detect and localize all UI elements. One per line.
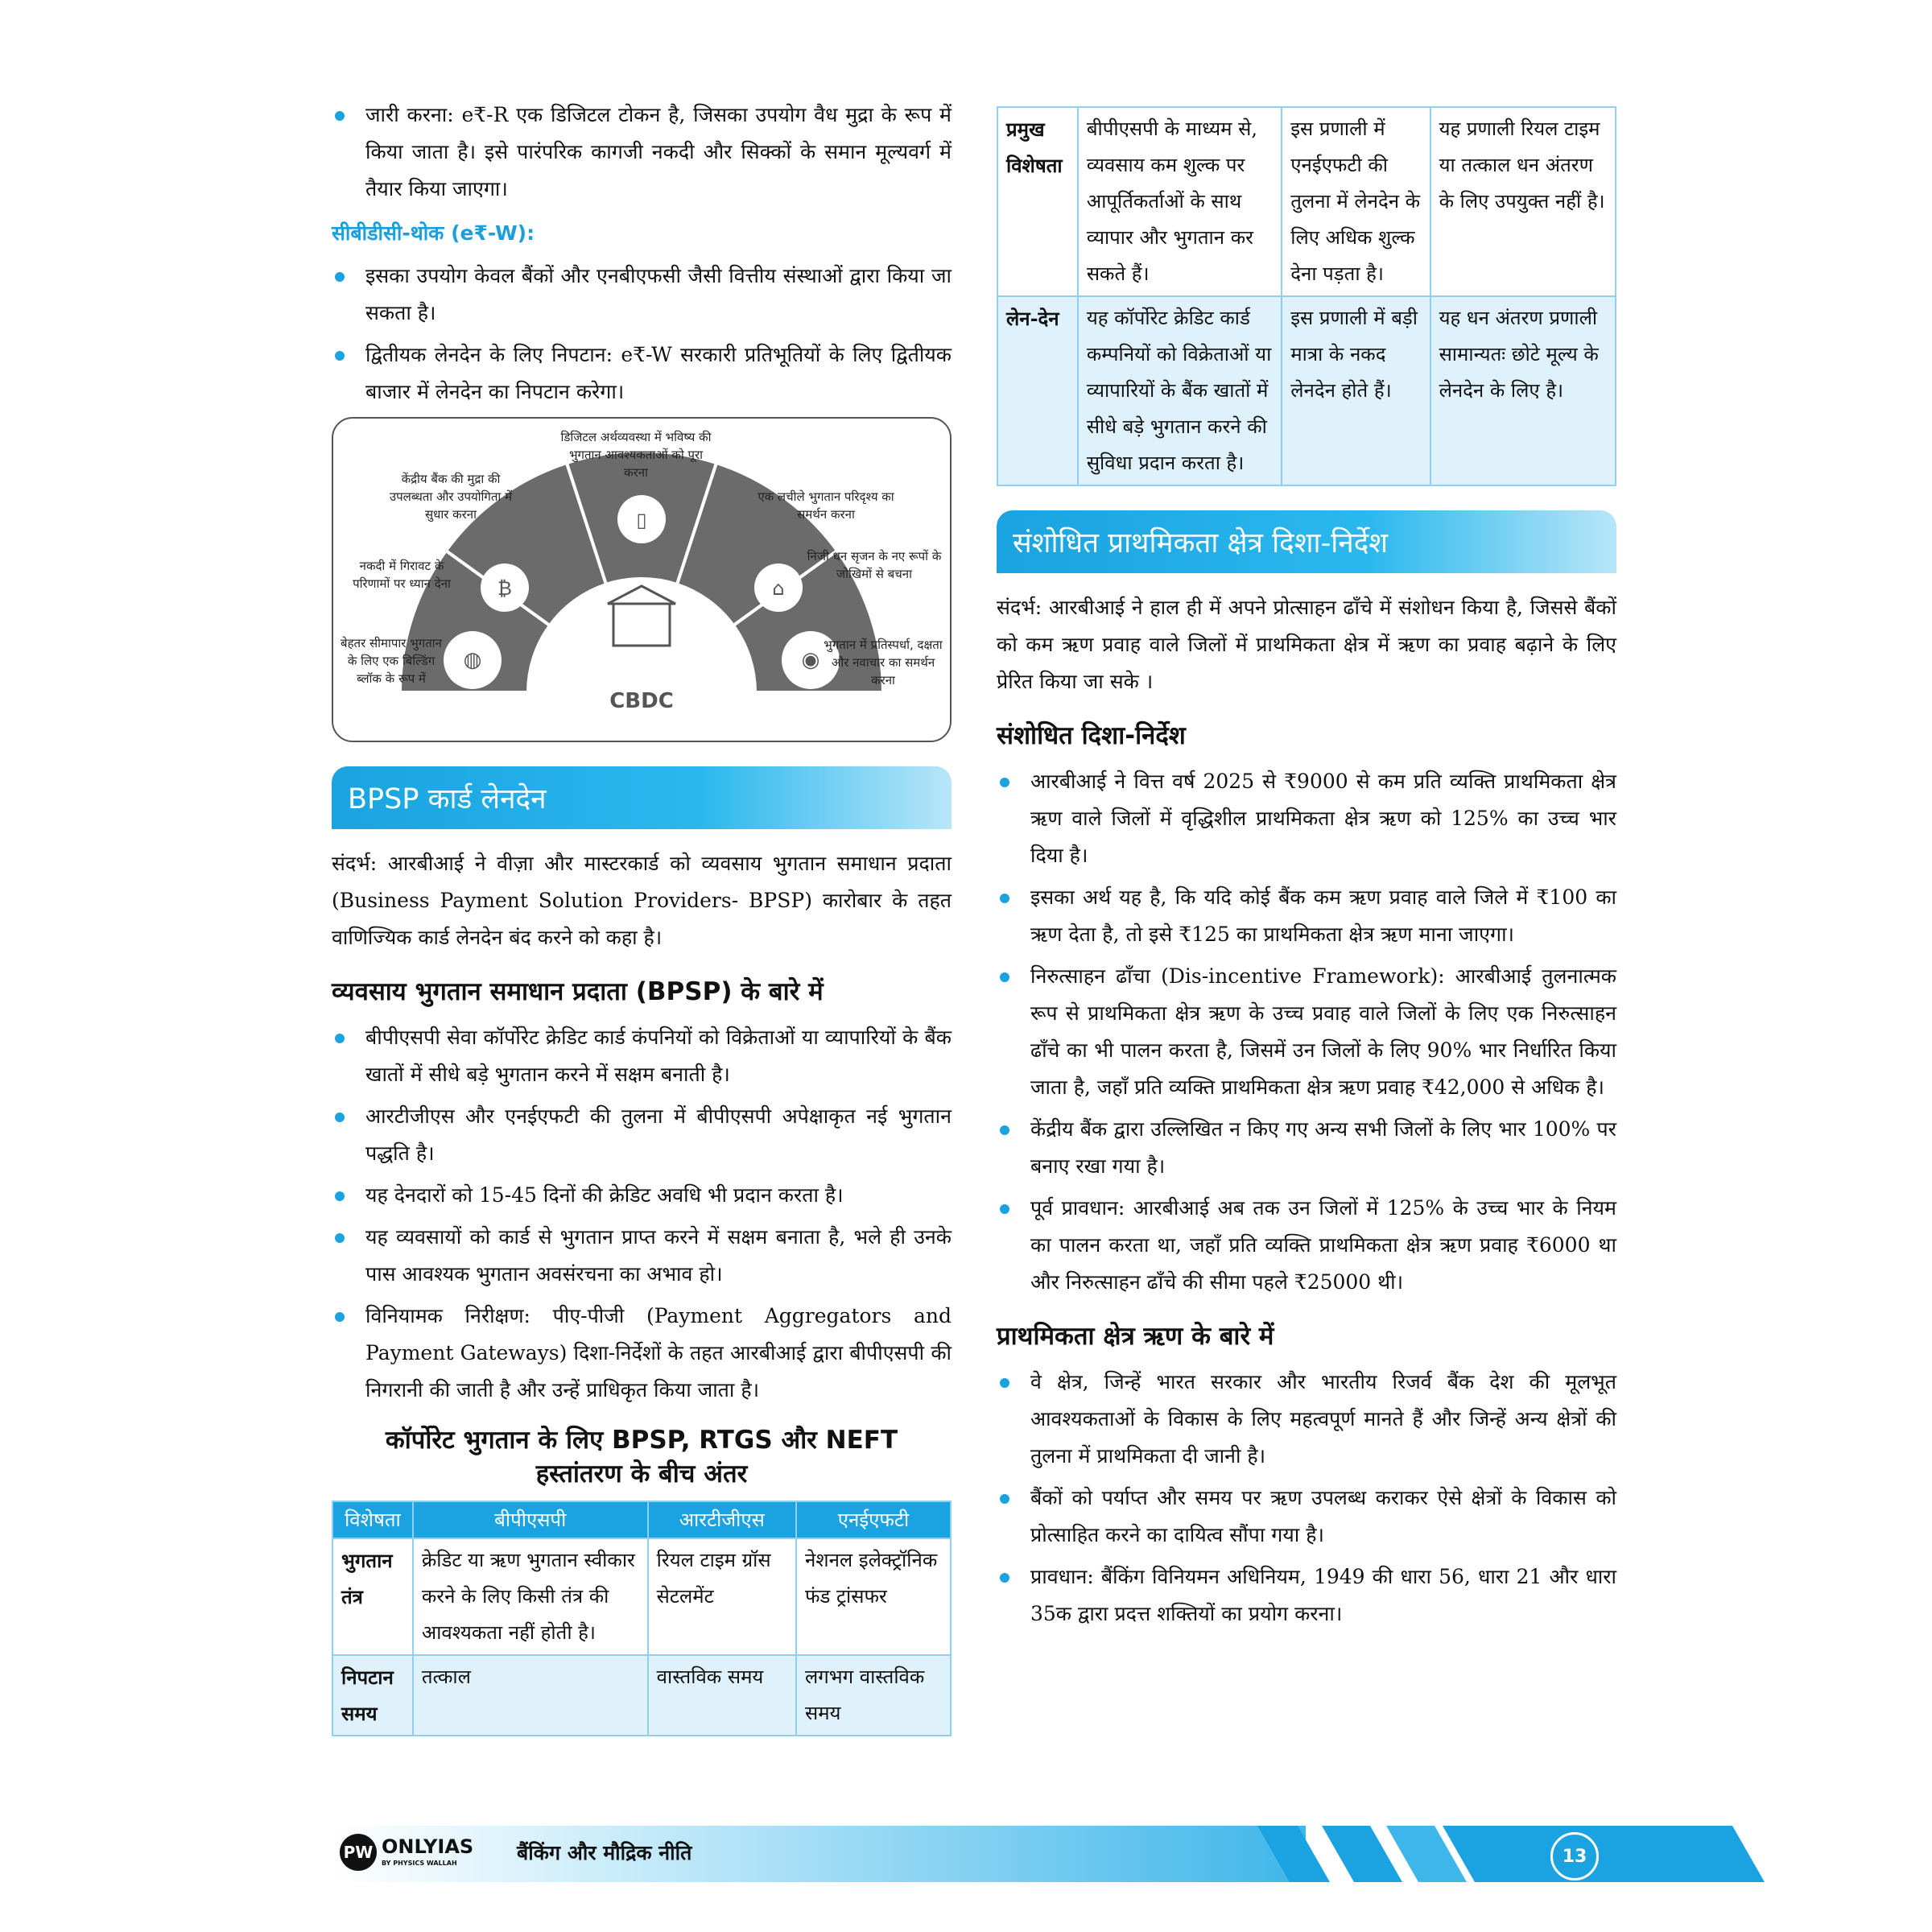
revised-bullet: आरबीआई ने वित्त वर्ष 2025 से ₹9000 से कम प्रति व्यक्ति प्राथमिकता क्षेत्र ऋण वाले जिलों में वृद्धिशील प्राथमिकता क्षेत्र ऋण को 125% का उच्च भार दिया है। bbox=[997, 763, 1616, 874]
table-row bbox=[997, 296, 1616, 485]
table-cell: नेशनल इलेक्ट्रॉनिक फंड ट्रांसफर bbox=[796, 1538, 951, 1655]
table-cell: यह कॉर्पोरेट क्रेडिट कार्ड कम्पनियों को विक्रेताओं या व्यापारियों के बैंक खातों में सीधे बड़े भुगतान करने की सुविधा प्रदान करता है। bbox=[1078, 296, 1282, 485]
table-header-row bbox=[332, 1501, 951, 1538]
table-cell: भुगतान तंत्र bbox=[332, 1538, 413, 1655]
table-cell: इस प्रणाली में एनईएफटी की तुलना में लेनदेन के लिए अधिक शुल्क देना पड़ता है। bbox=[1282, 107, 1430, 296]
psl-banner: संशोधित प्राथमिकता क्षेत्र दिशा-निर्देश bbox=[997, 510, 1616, 573]
revised-guidelines-heading: संशोधित दिशा-निर्देश bbox=[997, 721, 1186, 750]
table-header-cell: विशेषता bbox=[332, 1501, 413, 1538]
svg-text:◉: ◉ bbox=[801, 648, 820, 672]
bullet-issuance: जारी करना: e₹-R एक डिजिटल टोकन है, जिसका उपयोग वैध मुद्रा के रूप में किया जाता है। इसे पारंपरिक कागजी नकदी और सिक्कों के समान मूल्यवर्ग में तैयार किया जाएगा। bbox=[332, 97, 952, 208]
revised-bullet: इसका अर्थ यह है, कि यदि कोई बैंक कम ऋण प्रवाह वाले जिले में ₹100 का ऋण देता है, तो इसे ₹125 का प्राथमिकता क्षेत्र ऋण माना जाएगा। bbox=[997, 879, 1616, 953]
table-cell: रियल टाइम ग्रॉस सेटलमेंट bbox=[648, 1538, 796, 1655]
table-title-line: कॉर्पोरेट भुगतान के लिए BPSP, RTGS और NEFT bbox=[385, 1426, 898, 1455]
svg-text:◍: ◍ bbox=[463, 648, 482, 672]
table-header-cell: बीपीएसपी bbox=[413, 1501, 648, 1538]
bpsp-bullet: बीपीएसपी सेवा कॉर्पोरेट क्रेडिट कार्ड कंपनियों को विक्रेताओं या व्यापारियों के बैंक खातों में सीधे बड़े भुगतान करने में सक्षम बनाती है। bbox=[332, 1019, 952, 1093]
cbdc-diagram bbox=[332, 417, 952, 742]
bpsp-banner: BPSP कार्ड लेनदेन bbox=[332, 766, 952, 829]
table-cell: क्रेडिट या ऋण भुगतान स्वीकार करने के लिए किसी तंत्र की आवश्यकता नहीं होती है। bbox=[413, 1538, 648, 1655]
bpsp-heading: व्यवसाय भुगतान समाधान प्रदाता (BPSP) के बारे में bbox=[332, 977, 824, 1006]
svg-text:⌂: ⌂ bbox=[772, 577, 785, 600]
cbdc-center-label: CBDC bbox=[609, 689, 674, 713]
table-cell: प्रमुख विशेषता bbox=[997, 107, 1078, 296]
pw-logo-icon: PW bbox=[340, 1834, 377, 1871]
table-cell: निपटान समय bbox=[332, 1655, 413, 1736]
table-title-line: हस्तांतरण के बीच अंतर bbox=[535, 1459, 748, 1488]
diagram-label-competition: भुगतान में प्रतिस्पर्धा, दक्षता और नवाचार का समर्थन करना bbox=[824, 638, 943, 687]
revised-bullet: निरुत्साहन ढाँचा (Dis-incentive Framework): आरबीआई तुलनात्मक रूप से प्राथमिकता क्षेत्र ऋण के उच्च प्रवाह वाले जिलों के लिए एक निरुत्साहन ढाँचे का भी पालन करता है, जिसमें उन जिलों के लिए 90% भार निर्धारित किया जाता है, जहाँ प्रति व्यक्ति प्राथमिकता क्षेत्र ऋण प्रवाह ₹42,000 से अधिक है। bbox=[997, 958, 1616, 1106]
bpsp-bullet: यह देनदारों को 15-45 दिनों की क्रेडिट अवधि भी प्रदान करता है। bbox=[332, 1177, 952, 1214]
logo-text: ONLYIAS bbox=[382, 1835, 474, 1858]
diagram-label-cash-decline: नकदी में गिरावट के परिणामों पर ध्यान देना bbox=[353, 559, 451, 591]
diagram-label-cross-border: बेहतर सीमापार भुगतान के लिए एक बिल्डिंग ब्लॉक के रूप में bbox=[341, 636, 442, 686]
psl-about-heading: प्राथमिकता क्षेत्र ऋण के बारे में bbox=[997, 1322, 1274, 1351]
comparison-table-continued bbox=[997, 106, 1616, 486]
psl-about-bullet: प्रावधान: बैंकिंग विनियमन अधिनियम, 1949 की धारा 56, धारा 21 और धारा 35क द्वारा प्रदत्त शक्तियों का प्रयोग करना। bbox=[997, 1558, 1616, 1633]
bpsp-context: संदर्भ: आरबीआई ने वीज़ा और मास्टरकार्ड को व्यवसाय भुगतान समाधान प्रदाता (Business Payment Solution Providers- BPSP) कारोबार के तहत वाणिज्यिक कार्ड लेनदेन बंद करने को कहा है। bbox=[332, 852, 952, 949]
bpsp-bullet: यह व्यवसायों को कार्ड से भुगतान प्राप्त करने में सक्षम बनाता है, भले ही उनके पास आवश्यक भुगतान अवसंरचना का अभाव हो। bbox=[332, 1219, 952, 1293]
table-cell: यह धन अंतरण प्रणाली सामान्यतः छोटे मूल्य के लेनदेन के लिए है। bbox=[1430, 296, 1616, 485]
table-row bbox=[997, 107, 1616, 296]
diagram-label-resilient: एक लचीले भुगतान परिदृश्य का समर्थन करना bbox=[758, 489, 894, 522]
table-cell: इस प्रणाली में बड़ी मात्रा के नकद लेनदेन होते हैं। bbox=[1282, 296, 1430, 485]
chapter-title: बैंकिंग और मौद्रिक नीति bbox=[517, 1841, 692, 1864]
table-cell: बीपीएसपी के माध्यम से, व्यवसाय कम शुल्क पर आपूर्तिकर्ताओं के साथ व्यापार और भुगतान कर सकते हैं। bbox=[1078, 107, 1282, 296]
psl-about-bullet: वे क्षेत्र, जिन्हें भारत सरकार और भारतीय रिजर्व बैंक देश की मूलभूत आवश्यकताओं के विकास के लिए महत्वपूर्ण मानते हैं और जिन्हें अन्य क्षेत्रों की तुलना में प्राथमिकता दी जानी है। bbox=[997, 1364, 1616, 1475]
table-header-cell: एनईएफटी bbox=[796, 1501, 951, 1538]
logo-subtext: BY PHYSICS WALLAH bbox=[382, 1860, 457, 1867]
comparison-table-title bbox=[332, 1423, 952, 1491]
table-cell: लेन-देन bbox=[997, 296, 1078, 485]
bpsp-bullet: विनियामक निरीक्षण: पीए-पीजी (Payment Aggregators and Payment Gateways) दिशा-निर्देशों के तहत आरबीआई द्वारा बीपीएसपी की निगरानी की जाती है और उन्हें प्राधिकृत किया जाता है। bbox=[332, 1298, 952, 1409]
svg-text:▯: ▯ bbox=[636, 509, 647, 531]
right-column bbox=[997, 106, 1616, 1637]
comparison-table bbox=[332, 1501, 952, 1736]
psl-about-bullet: बैंकों को पर्याप्त और समय पर ऋण उपलब्ध कराकर ऐसे क्षेत्रों के विकास को प्रोत्साहित करने का दायित्व सौंपा गया है। bbox=[997, 1480, 1616, 1554]
wholesale-heading: सीबीडीसी-थोक (e₹-W): bbox=[332, 221, 535, 245]
page-number: 13 bbox=[1562, 1846, 1587, 1867]
bullet-secondary-settlement: द्वितीयक लेनदेन के लिए निपटान: e₹-W सरकारी प्रतिभूतियों के लिए द्वितीयक बाजार में लेनदेन का निपटान करेगा। bbox=[332, 336, 952, 411]
revised-bullet: केंद्रीय बैंक द्वारा उल्लिखित न किए गए अन्य सभी जिलों के लिए भार 100% पर बनाए रखा गया है। bbox=[997, 1111, 1616, 1185]
page-number-badge bbox=[1550, 1832, 1599, 1880]
bpsp-bullet: आरटीजीएस और एनईएफटी की तुलना में बीपीएसपी अपेक्षाकृत नई भुगतान पद्धति है। bbox=[332, 1098, 952, 1172]
table-row bbox=[332, 1538, 951, 1655]
diagram-label-availability: केंद्रीय बैंक की मुद्रा की उपलब्धता और उपयोगिता में सुधार करना bbox=[389, 472, 513, 522]
table-cell: लगभग वास्तविक समय bbox=[796, 1655, 951, 1736]
table-header-cell: आरटीजीएस bbox=[648, 1501, 796, 1538]
table-cell: वास्तविक समय bbox=[648, 1655, 796, 1736]
left-column bbox=[332, 97, 952, 1736]
diagram-label-private-money: निजी धन सृजन के नए रूपों के जोखिमों से बचना bbox=[807, 549, 942, 581]
bullet-wholesale-use: इसका उपयोग केवल बैंकों और एनबीएफसी जैसी वित्तीय संस्थाओं द्वारा किया जा सकता है। bbox=[332, 258, 952, 332]
table-cell: यह प्रणाली रियल टाइम या तत्काल धन अंतरण के लिए उपयुक्त नहीं है। bbox=[1430, 107, 1616, 296]
table-row bbox=[332, 1655, 951, 1736]
psl-context: संदर्भ: आरबीआई ने हाल ही में अपने प्रोत्साहन ढाँचे में संशोधन किया है, जिससे बैंकों को कम ऋण प्रवाह वाले जिलों में प्राथमिकता क्षेत्र में ऋण का प्रवाह बढ़ाने के लिए प्रेरित किया जा सके । bbox=[997, 596, 1616, 693]
page-footer bbox=[332, 1826, 1765, 1882]
diagram-label-future-needs: डिजिटल अर्थव्यवस्था में भविष्य की भुगतान आवश्यकताओं को पूरा करना bbox=[560, 430, 712, 480]
svg-text:₿: ₿ bbox=[497, 577, 512, 600]
revised-bullet: पूर्व प्रावधान: आरबीआई अब तक उन जिलों में 125% के उच्च भार के नियम का पालन करता था, जहाँ प्रति व्यक्ति प्राथमिकता क्षेत्र ऋण प्रवाह ₹6000 था और निरुत्साहन ढाँचे की सीमा पहले ₹25000 थी। bbox=[997, 1190, 1616, 1301]
table-cell: तत्काल bbox=[413, 1655, 648, 1736]
